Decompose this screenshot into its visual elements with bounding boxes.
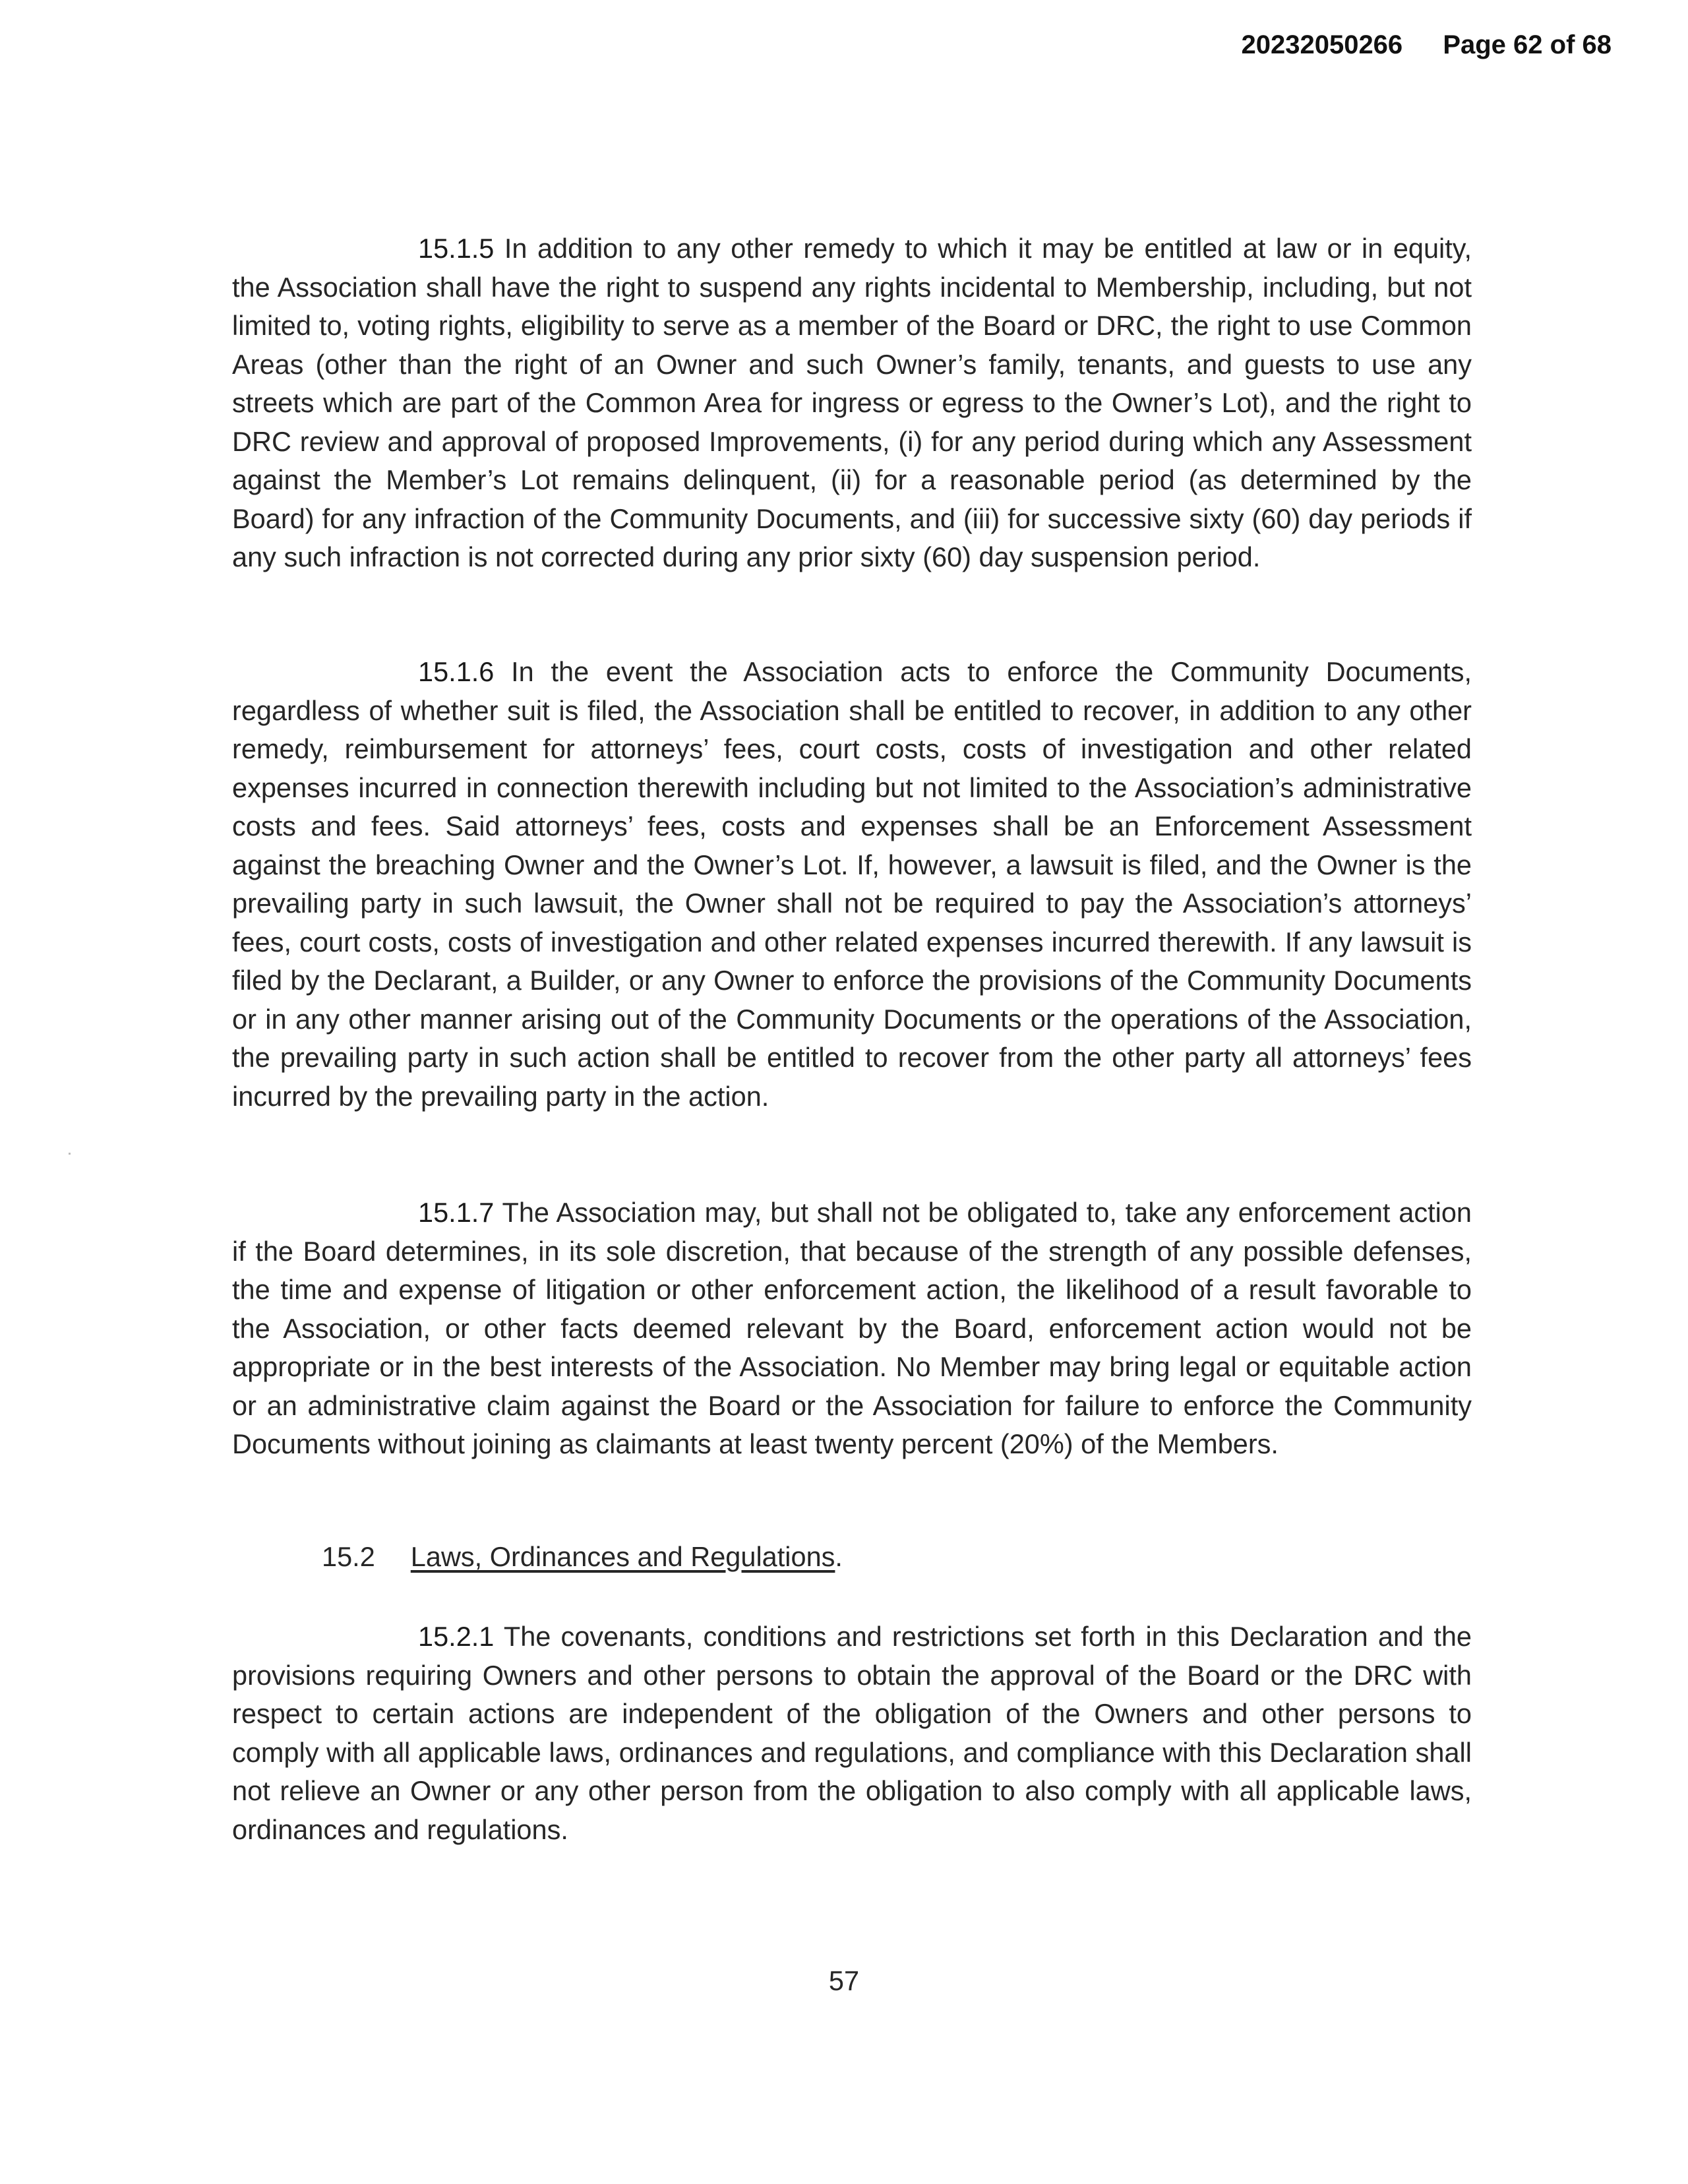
section-number: 15.1.6 <box>418 656 495 687</box>
section-text: In addition to any other remedy to which it may be entitled at law or in equity, the Association shall have the right to suspend any rights incidental to Membership, including, but not limited to, voting rights, eligibility to serve as a member of the Board or DRC, the right to use Common Areas (other than the right of an Owner and such Owner’s family, tenants, and guests to use any streets which are part of the Common Area for ingress or egress to the Owner’s Lot), and the right to DRC review and approval of proposed Improvements, (i) for any period during which any Assessment against the Member’s Lot remains delinquent, (ii) for a reasonable period (as determined by the Board) for any infraction of the Community Documents, and (iii) for successive sixty (60) day periods if any such infraction is not corrected during any prior sixty (60) day suspension period. <box>232 233 1472 572</box>
recording-header <box>1241 30 1612 60</box>
page-number: 57 <box>828 1965 860 1996</box>
section-text: The covenants, conditions and restrictions set forth in this Declaration and the provisions requiring Owners and other persons to obtain the approval of the Board or the DRC with respect to certain actions are independent of the obligation of the Owners and other persons to comply with all applicable laws, ordinances and regulations, and compliance with this Declaration shall not relieve an Owner or any other person from the obligation to also comply with all applicable laws, ordinances and regulations. <box>232 1621 1472 1845</box>
section-15-1-7 <box>232 1194 1472 1464</box>
section-title: Laws, Ordinances and Regulations <box>410 1541 835 1572</box>
section-number: 15.1.7 <box>418 1197 495 1228</box>
document-number: 20232050266 <box>1241 30 1403 59</box>
scan-speck <box>69 1153 71 1155</box>
page-indicator: Page 62 of 68 <box>1443 30 1612 59</box>
paragraph <box>232 653 1472 1116</box>
section-number: 15.2 <box>322 1541 375 1572</box>
section-heading-15-2 <box>322 1541 843 1573</box>
section-text: In the event the Association acts to enforce the Community Documents, regardless of whether suit is filed, the Association shall be entitled to recover, in addition to any other remedy, reimbursement for attorneys’ fees, court costs, costs of investigation and other related expenses incurred in connection therewith including but not limited to the Association’s administrative costs and fees. Said attorneys’ fees, costs and expenses shall be an Enforcement Assessment against the breaching Owner and the Owner’s Lot. If, however, a lawsuit is filed, and the Owner is the prevailing party in such lawsuit, the Owner shall not be required to pay the Association’s attorneys’ fees, court costs, costs of investigation and other related expenses incurred therewith. If any lawsuit is filed by the Declarant, a Builder, or any Owner to enforce the provisions of the Community Documents or in any other manner arising out of the Community Documents or the operations of the Association, the prevailing party in such action shall be entitled to recover from the other party all attorneys’ fees incurred by the prevailing party in the action. <box>232 656 1472 1112</box>
paragraph <box>232 1618 1472 1849</box>
section-15-2-1 <box>232 1618 1472 1849</box>
paragraph <box>232 229 1472 577</box>
section-title-period: . <box>835 1541 843 1572</box>
page-footer <box>0 1965 1688 1997</box>
section-text: The Association may, but shall not be obligated to, take any enforcement action if the Board determines, in its sole discretion, that because of the strength of any possible defenses, the time and expense of litigation or other enforcement action, the likelihood of a result favorable to the Association, or other facts deemed relevant by the Board, enforcement action would not be appropriate or in the best interests of the Association. No Member may bring legal or equitable action or an administrative claim against the Board or the Association for failure to enforce the Community Documents without joining as claimants at least twenty percent (20%) of the Members. <box>232 1197 1472 1459</box>
section-number: 15.1.5 <box>418 233 495 264</box>
paragraph <box>232 1194 1472 1464</box>
section-number: 15.2.1 <box>418 1621 495 1652</box>
section-15-1-6 <box>232 653 1472 1116</box>
section-15-1-5 <box>232 229 1472 577</box>
